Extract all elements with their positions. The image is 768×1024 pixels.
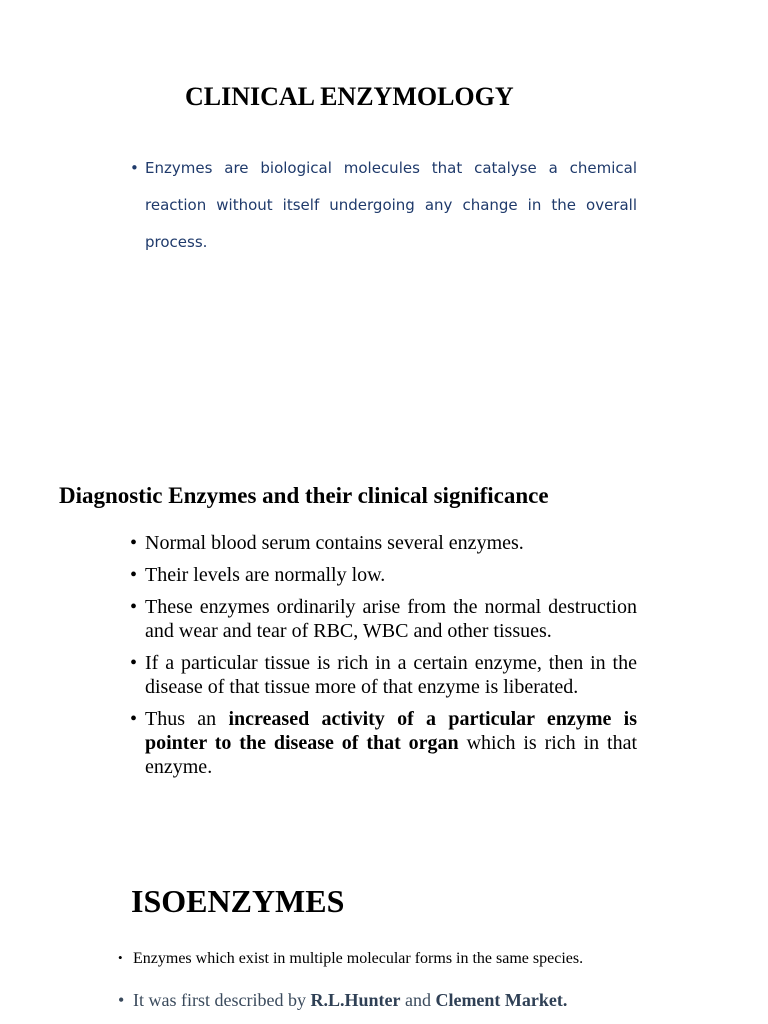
list-item: • Their levels are normally low. bbox=[130, 563, 637, 587]
isoenzymes-heading: ISOENZYMES bbox=[131, 883, 345, 919]
list-item-emphasis bbox=[130, 707, 637, 779]
diagnostic-enzymes-list bbox=[130, 531, 637, 787]
history-prefix: It was first described by bbox=[133, 990, 311, 1010]
author-name-market: Clement Market. bbox=[435, 990, 568, 1010]
list-item: • Normal blood serum contains several enzymes. bbox=[130, 531, 637, 555]
list-item: • These enzymes ordinarily arise from the normal destruction and wear and tear of RBC, WBC and other tissues. bbox=[130, 595, 637, 643]
list-item-prefix: Thus an bbox=[145, 708, 229, 730]
definition-bullet: • Enzymes are biological molecules that catalyse a chemical reaction without itself undergoing any change in the overall process. bbox=[130, 150, 637, 261]
page-title: CLINICAL ENZYMOLOGY bbox=[185, 82, 514, 111]
list-item-bold-text: increased activity of a particular enzyme is pointer to the disease of that organ bbox=[145, 708, 637, 754]
definition-list bbox=[130, 150, 637, 261]
isoenzyme-definition-bullet: • Enzymes which exist in multiple molecular forms in the same species. bbox=[118, 950, 583, 968]
author-name-hunter: R.L.Hunter bbox=[310, 990, 401, 1010]
history-middle: and bbox=[400, 990, 436, 1010]
diagnostic-enzymes-heading: Diagnostic Enzymes and their clinical significance bbox=[59, 483, 549, 508]
list-item: • If a particular tissue is rich in a certain enzyme, then in the disease of that tissue more of that enzyme is liberated. bbox=[130, 651, 637, 699]
isoenzyme-history-bullet bbox=[118, 990, 567, 1011]
list-item-suffix: which is rich in that enzyme. bbox=[145, 732, 638, 778]
